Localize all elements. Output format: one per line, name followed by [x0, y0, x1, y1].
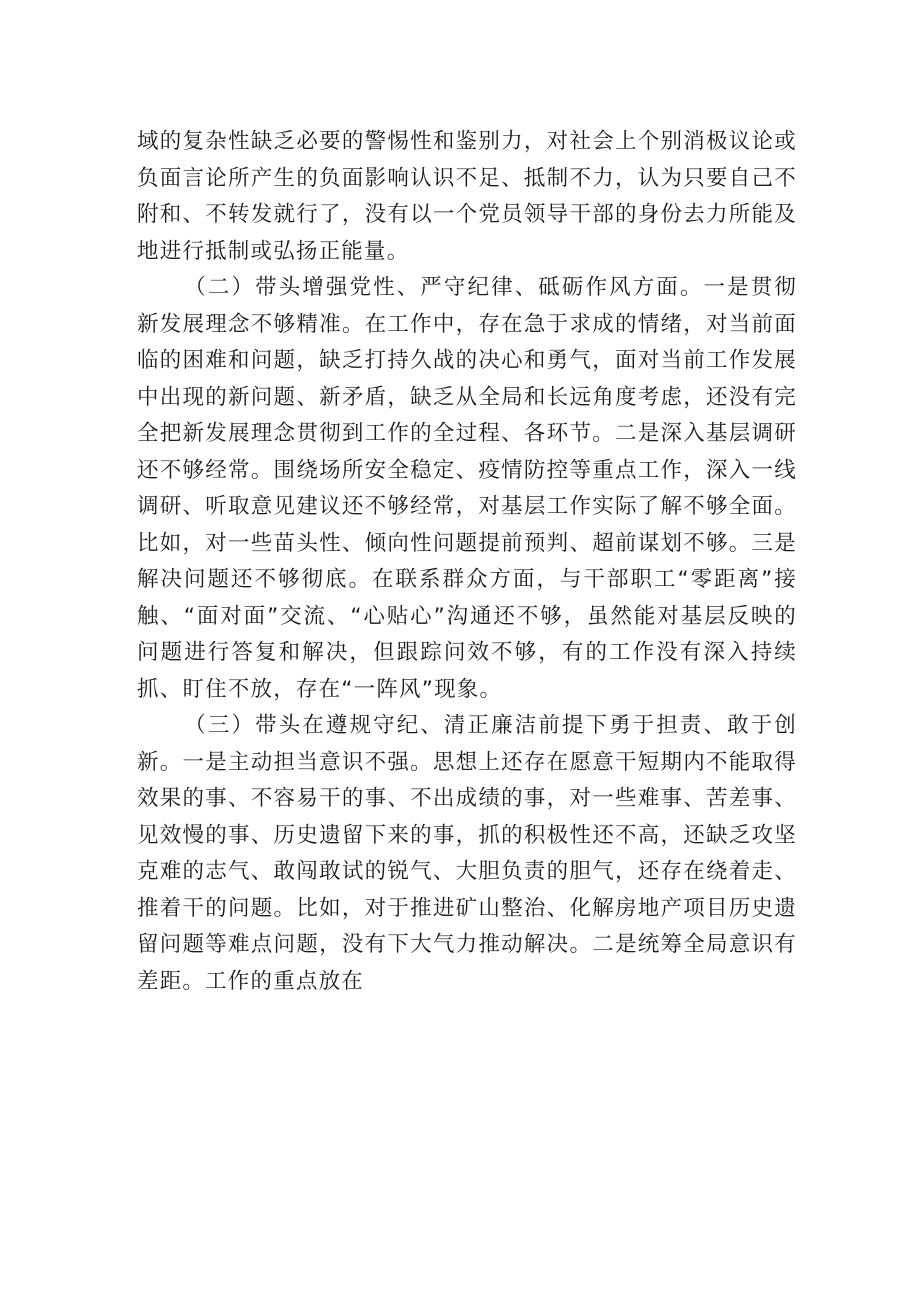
- paragraph-section-three: （三）带头在遵规守纪、清正廉洁前提下勇于担责、敢于创新。一是主动担当意识不强。思想上还存在愿意干短期内不能取得效果的事、不容易干的事、不出成绩的事，对一些难事、苦差事、见效慢的事、历史遗留下来的事，抓的积极性还不高，还缺乏攻坚克难的志气、敢闯敢试的锐气、大胆负责的胆气，还存在绕着走、推着干的问题。比如，对于推进矿山整治、化解房地产项目历史遗留问题等难点问题，没有下大气力推动解决。二是统筹全局意识有差距。工作的重点放在: [137, 713, 797, 994]
- paragraph-continuation: 域的复杂性缺乏必要的警惕性和鉴别力，对社会上个别消极议论或负面言论所产生的负面影响认识不足、抵制不力，认为只要自己不附和、不转发就行了，没有以一个党员领导干部的身份去力所能及地进行抵制或弘扬正能量。: [137, 129, 797, 264]
- document-body: [137, 124, 797, 1000]
- paragraph-section-two: （二）带头增强党性、严守纪律、砥砺作风方面。一是贯彻新发展理念不够精准。在工作中，存在急于求成的情绪，对当前面临的困难和问题，缺乏打持久战的决心和勇气，面对当前工作发展中出现的新问题、新矛盾，缺乏从全局和长远角度考虑，还没有完全把新发展理念贯彻到工作的全过程、各环节。二是深入基层调研还不够经常。围绕场所安全稳定、疫情防控等重点工作，深入一线调研、听取意见建议还不够经常，对基层工作实际了解不够全面。比如，对一些苗头性、倾向性问题提前预判、超前谋划不够。三是解决问题还不够彻底。在联系群众方面，与干部职工“零距离”接触、“面对面”交流、“心贴心”沟通还不够，虽然能对基层反映的问题进行答复和解决，但跟踪问效不够，有的工作没有深入持续抓、盯住不放，存在“一阵风”现象。: [137, 275, 797, 702]
